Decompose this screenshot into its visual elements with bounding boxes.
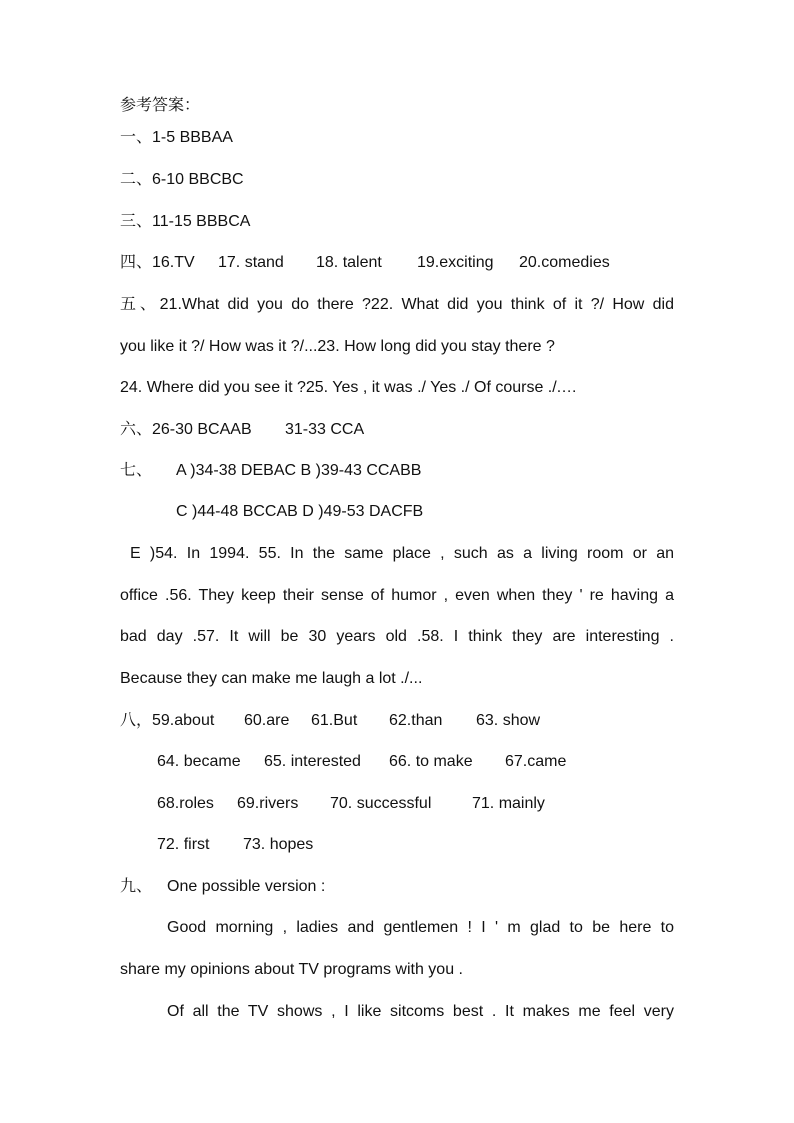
section-8-row-4 xyxy=(157,835,677,855)
section-7-parts-a-b: A )34-38 DEBAC B )39-43 CCABB xyxy=(176,462,422,479)
section-7-part-e-line-2: office .56. They keep their sense of humor , even when they ' re having a xyxy=(120,587,674,604)
section-7-part-e-line-3: bad day .57. It will be 30 years old .58. I think they are interesting . xyxy=(120,628,674,645)
essay-line-3: Of all the TV shows , I like sitcoms best . It makes me feel very xyxy=(167,1003,674,1020)
section-7-part-e-line-1: E )54. In 1994. 55. In the same place , such as a living room or an xyxy=(130,545,674,562)
answers-26-30: 六、26-30 BCAAB xyxy=(120,421,252,438)
section-8-row-3 xyxy=(157,794,677,814)
section-3-answers: 三、11-15 BBBCA xyxy=(120,213,251,230)
section-8-row-1 xyxy=(120,711,680,731)
section-5-line-2: you like it ?/ How was it ?/...23. How long did you stay there ? xyxy=(120,338,555,355)
section-4-answers xyxy=(120,253,680,273)
answer-17: 17. stand xyxy=(218,254,284,271)
answer-69: 69.rivers xyxy=(237,795,299,812)
section-9-heading: One possible version : xyxy=(167,878,326,895)
answer-67: 67.came xyxy=(505,753,567,770)
answer-20: 20.comedies xyxy=(519,254,610,271)
answers-31-33: 31-33 CCA xyxy=(285,421,365,438)
section-7-label: 七、 xyxy=(120,462,153,479)
answer-68: 68.roles xyxy=(157,795,214,812)
answer-59: 八，59.about xyxy=(120,712,215,729)
section-6-answers xyxy=(120,420,680,440)
section-5-line-1: 五、21.What did you do there ?22. What did you think of it ?/ How did xyxy=(120,296,674,313)
answer-key-title: 参考答案： xyxy=(120,97,201,114)
answer-62: 62.than xyxy=(389,712,443,729)
answer-71: 71. mainly xyxy=(472,795,545,812)
answer-19: 19.exciting xyxy=(417,254,494,271)
section-9-heading-line xyxy=(120,877,680,897)
essay-line-2: share my opinions about TV programs with you . xyxy=(120,961,463,978)
answer-70: 70. successful xyxy=(330,795,432,812)
answer-18: 18. talent xyxy=(316,254,382,271)
section-2-answers: 二、6-10 BBCBC xyxy=(120,171,244,188)
section-7-parts-c-d: C )44-48 BCCAB D )49-53 DACFB xyxy=(176,503,424,520)
section-7-line-1 xyxy=(120,461,680,481)
answer-65: 65. interested xyxy=(264,753,361,770)
section-5-line-3: 24. Where did you see it ?25. Yes , it was ./ Yes ./ Of course ./.… xyxy=(120,379,578,396)
answer-66: 66. to make xyxy=(389,753,473,770)
section-8-row-2 xyxy=(157,752,677,772)
answer-73: 73. hopes xyxy=(243,836,314,853)
answer-60: 60.are xyxy=(244,712,290,729)
section-1-answers: 一、1-5 BBBAA xyxy=(120,129,233,146)
answer-72: 72. first xyxy=(157,836,210,853)
essay-line-1: Good morning , ladies and gentlemen ! I ' m glad to be here to xyxy=(167,919,674,936)
answer-61: 61.But xyxy=(311,712,358,729)
answer-64: 64. became xyxy=(157,753,241,770)
answer-63: 63. show xyxy=(476,712,541,729)
section-7-part-e-line-4: Because they can make me laugh a lot ./... xyxy=(120,670,423,687)
section-9-label: 九、 xyxy=(120,878,153,895)
answer-16: 四、16.TV xyxy=(120,254,195,271)
